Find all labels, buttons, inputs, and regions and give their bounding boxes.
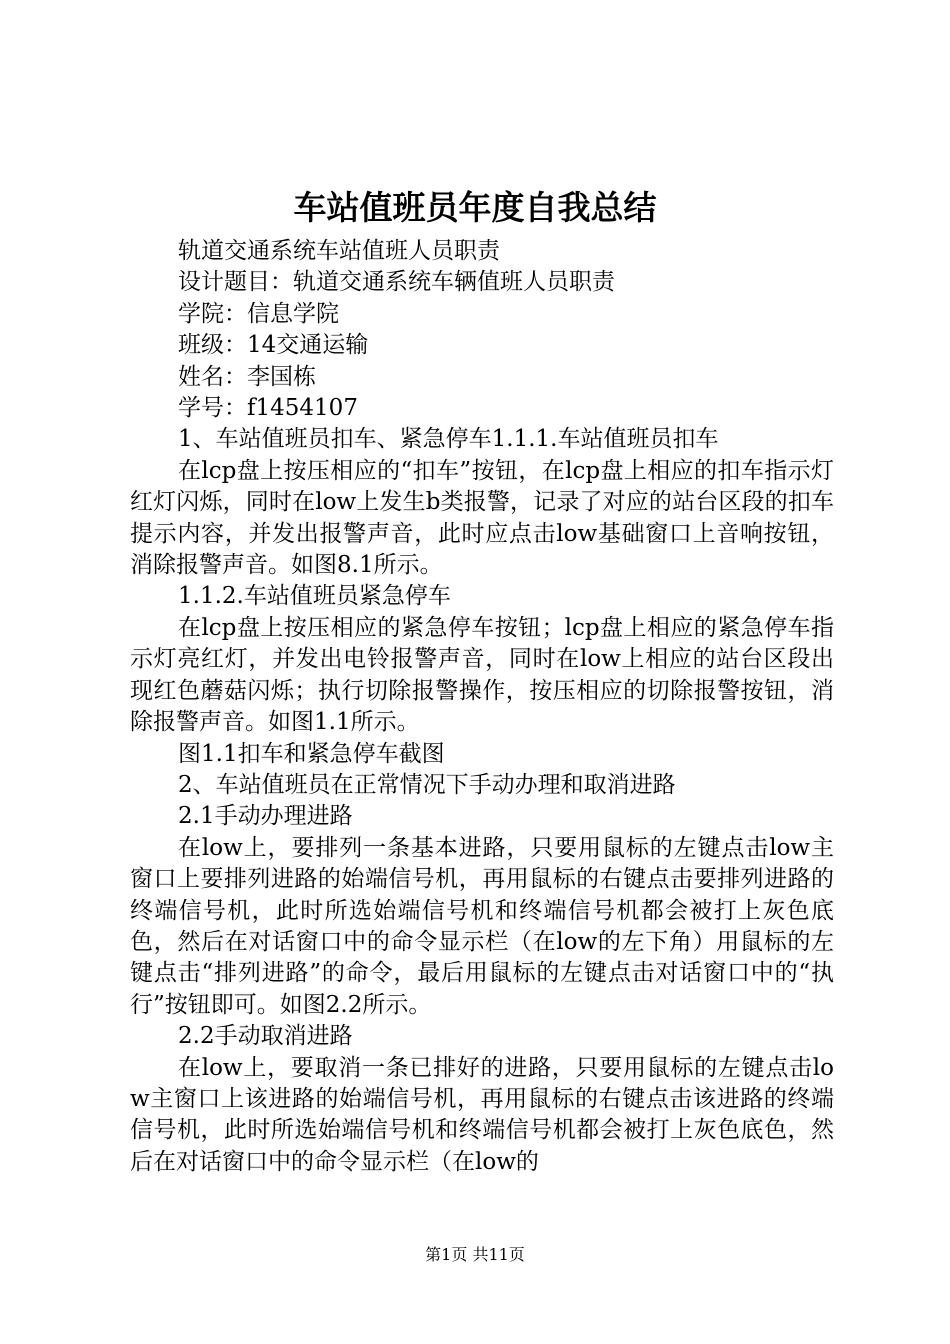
paragraph: 1.1.2.车站值班员紧急停车 — [178, 583, 451, 610]
paragraph: 在low上，要取消一条已排好的进路，只要用鼠标的左键点击low主窗口上该进路的始端信号机，再用鼠标的右键点击该进路的终端信号机，此时所选始端信号机和终端信号机都会被打上灰色底色，然后在对话窗口中的命令显示栏（在low的 — [130, 1054, 834, 1175]
paragraph: 在low上，要排列一条基本进路，只要用鼠标的左键点击low主窗口上要排列进路的始端信号机，再用鼠标的右键点击要排列进路的终端信号机，此时所选始端信号机和终端信号机都会被打上灰色底色，然后在对话窗口中的命令显示栏（在low的左下角）用鼠标的左键点击“排列进路”的命令，最后用鼠标的左键点击对话窗口中的“执行”按钮即可。如图2.2所示。 — [130, 834, 834, 1018]
paragraph: 设计题目：轨道交通系统车辆值班人员职责 — [178, 269, 615, 296]
document-title: 车站值班员年度自我总结 — [293, 188, 657, 227]
paragraph: 姓名：李国栋 — [178, 363, 316, 390]
paragraph: 在lcp盘上按压相应的紧急停车按钮；lcp盘上相应的紧急停车指示灯亮红灯，并发出电铃报警声音，同时在low上相应的站台区段出现红色蘑菇闪烁；执行切除报警操作，按压相应的切除报警按钮，消除报警声音。如图1.1所示。 — [130, 614, 834, 736]
paragraph: 2.1手动办理进路 — [178, 803, 353, 830]
paragraph: 2.2手动取消进路 — [178, 1023, 353, 1050]
paragraph: 班级：14交通运输 — [178, 332, 369, 359]
page-footer: 第1页 共11页 — [425, 1245, 525, 1264]
document-body — [130, 236, 834, 1178]
paragraph: 图1.1扣车和紧急停车截图 — [178, 740, 445, 767]
paragraph: 轨道交通系统车站值班人员职责 — [178, 238, 500, 264]
paragraph: 学院：信息学院 — [178, 300, 339, 327]
paragraph: 在lcp盘上按压相应的“扣车”按钮，在lcp盘上相应的扣车指示灯红灯闪烁，同时在low上发生b类报警，记录了对应的站台区段的扣车提示内容，并发出报警声音，此时应点击low基础窗口上音响按钮，消除报警声音。如图8.1所示。 — [130, 457, 834, 579]
paragraph: 1、车站值班员扣车、紧急停车1.1.1.车站值班员扣车 — [178, 426, 719, 453]
paragraph: 学号：f1454107 — [178, 395, 358, 422]
paragraph: 2、车站值班员在正常情况下手动办理和取消进路 — [178, 771, 676, 798]
